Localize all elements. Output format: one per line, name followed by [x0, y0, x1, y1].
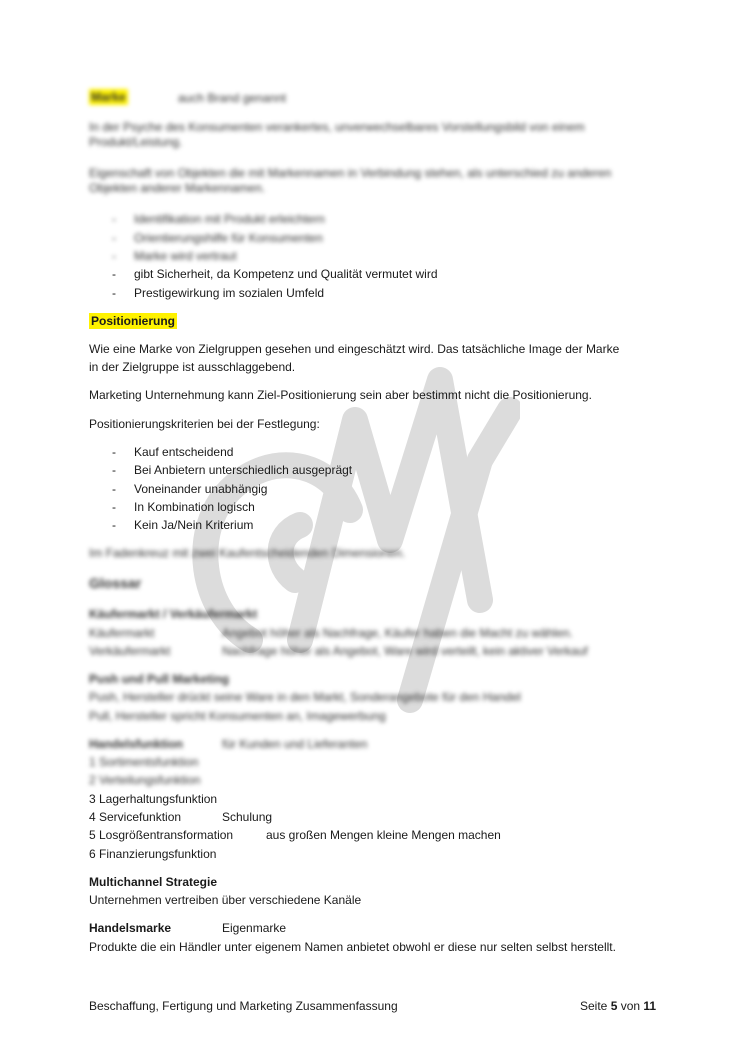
handelsfunktion-aside: für Kunden und Lieferanten — [222, 737, 368, 751]
list-item: Orientierungshilfe für Konsumenten — [134, 231, 323, 245]
page-total: 11 — [643, 999, 657, 1013]
list-item: Voneinander unabhängig — [134, 482, 268, 496]
list-item: Bei Anbietern unterschiedlich ausgeprägt — [134, 463, 353, 477]
positionierung-heading: Positionierung — [91, 314, 175, 328]
losgroesse-note: aus großen Mengen kleine Mengen machen — [266, 828, 501, 842]
positionierung-paragraph-1-line-2: in der Zielgruppe ist ausschlaggebend. — [89, 360, 296, 374]
handelsfunktion-title: Handelsfunktion — [89, 737, 184, 751]
glossar-markt-title: Käufermarkt / Verkäufermarkt — [89, 607, 258, 621]
list-item: Kein Ja/Nein Kriterium — [134, 518, 254, 532]
page-separator: von — [617, 999, 644, 1013]
handelsmarke-text: Produkte die ein Händler unter eigenem Namen anbietet obwohl er diese nur selten selbst herstellt. — [89, 940, 616, 954]
multichannel-title: Multichannel Strategie — [89, 875, 218, 889]
list-item: Marke wird vertraut — [134, 249, 237, 263]
list-item: Kauf entscheidend — [134, 445, 234, 459]
verkaeufermarkt-label: Verkäufermarkt — [89, 644, 171, 658]
servicefunktion-note: Schulung — [222, 810, 273, 824]
document-page: Marke auch Brand genannt In der Psyche des Konsumenten verankertes, unverwechselbares Vorstellungsbild von einem Produkt/Leistung. Eigenschaft von Objekten die mit Markennamen in Verbindung stehen, als unterschied zu anderen Objekten anderer Markennamen. - Identifikation mit Produkt erleichtern - Orientierungshilfe für Konsumenten - Marke wird vertraut - gibt Sicherheit, da Kompetenz und Qualität vermutet wird - Prestigewirkung im sozialen Umfeld Positionierung Wie eine Marke von Zielgruppen gesehen und eingeschätzt wird. Das tatsächliche Image der Marke in der Zielgruppe ist ausschlaggebend. Marketing Unternehmung kann Ziel-Positionierung sein aber bestimmt nicht die Positionierung. Positionierungskriterien bei der Festlegung: - Kauf entscheidend - Bei Anbietern unterschiedlich ausgeprägt - Voneinander unabhängig - In Kombination logisch - Kein Ja/Nein Kriterium Im Fadenkreuz mit zwei Kaufentscheidenden Dimensionen. Glossar Käufermarkt / Verkäufermarkt Käufermarkt Angebot höher als Nachfrage, Käufer haben die Macht zu wählen. Verkäufermarkt Nachfrage höher als Angebot, Ware wird verteilt, kein aktiver Verkauf Push und Pull Marketing Push, Hersteller drückt seine Ware in den Markt, Sonderangebote für den Handel Pull, Hersteller spricht Konsumenten an, Imagewerbung Handelsfunktion für Kunden und Lieferanten 1 Sortimentsfunktion 2 Verteilungsfunktion 3 Lagerhaltungsfunktion 4 Servicefunktion Schulung 5 Losgrößentransformation aus großen Mengen kleine Mengen machen 6 Finanzierungsfunktion Multichannel Strategie Unternehmen vertreiben über verschiedene Kanäle Handelsmarke Eigenmarke Produkte die ein Händler unter eigenem Namen anbietet obwohl er diese nur selten selbst herstellt. Beschaffung, Fertigung und Marketing Zusammenfassung Seite 5 von 11 — [89, 90, 657, 1013]
list-item: 2 Verteilungsfunktion — [89, 773, 201, 787]
glossar-heading: Glossar — [89, 575, 142, 591]
kaeufermarkt-text: Angebot höher als Nachfrage, Käufer haben die Macht zu wählen. — [222, 626, 573, 640]
list-item: gibt Sicherheit, da Kompetenz und Qualität vermutet wird — [134, 267, 438, 281]
positionierung-paragraph-2: Marketing Unternehmung kann Ziel-Positionierung sein aber bestimmt nicht die Positionierung. — [89, 388, 592, 402]
list-item: Identifikation mit Produkt erleichtern — [134, 212, 325, 226]
pushpull-title: Push und Pull Marketing — [89, 672, 230, 686]
list-item: 6 Finanzierungsfunktion — [89, 847, 217, 861]
push-text: Push, Hersteller drückt seine Ware in den Markt, Sonderangebote für den Handel — [89, 690, 521, 704]
footer-page-number — [580, 999, 656, 1014]
verkaeufermarkt-text: Nachfrage höher als Angebot, Ware wird verteilt, kein aktiver Verkauf — [222, 644, 588, 658]
marke-paragraph-2: Eigenschaft von Objekten die mit Markennamen in Verbindung stehen, als unterschied zu anderen Objekten anderer Markennamen. — [89, 166, 612, 195]
pull-text: Pull, Hersteller spricht Konsumenten an, Imagewerbung — [89, 709, 386, 723]
list-item: 5 Losgrößentransformation — [89, 828, 234, 842]
positionierung-footnote: Im Fadenkreuz mit zwei Kaufentscheidenden Dimensionen. — [89, 546, 406, 560]
page-current: 5 — [610, 999, 618, 1013]
list-item: Prestigewirkung im sozialen Umfeld — [134, 286, 325, 300]
list-item: 1 Sortimentsfunktion — [89, 755, 199, 769]
positionierung-paragraph-1-line-1: Wie eine Marke von Zielgruppen gesehen und eingeschätzt wird. Das tatsächliche Image der Marke — [89, 342, 620, 356]
kaeufermarkt-label: Käufermarkt — [89, 626, 155, 640]
list-item: 4 Servicefunktion — [89, 810, 182, 824]
list-item: 3 Lagerhaltungsfunktion — [89, 792, 218, 806]
page-prefix: Seite — [580, 999, 611, 1013]
marke-heading: Marke — [91, 90, 126, 104]
footer-title: Beschaffung, Fertigung und Marketing Zusammenfassung — [89, 999, 398, 1013]
handelsmarke-aside: Eigenmarke — [222, 921, 287, 935]
positionierung-paragraph-3: Positionierungskriterien bei der Festlegung: — [89, 417, 320, 431]
handelsmarke-title: Handelsmarke — [89, 921, 172, 935]
multichannel-text: Unternehmen vertreiben über verschiedene Kanäle — [89, 893, 362, 907]
marke-aside: auch Brand genannt — [178, 91, 287, 105]
marke-paragraph-1: In der Psyche des Konsumenten verankertes, unverwechselbares Vorstellungsbild von einem Produkt/Leistung. — [89, 120, 585, 149]
list-item: In Kombination logisch — [134, 500, 255, 514]
